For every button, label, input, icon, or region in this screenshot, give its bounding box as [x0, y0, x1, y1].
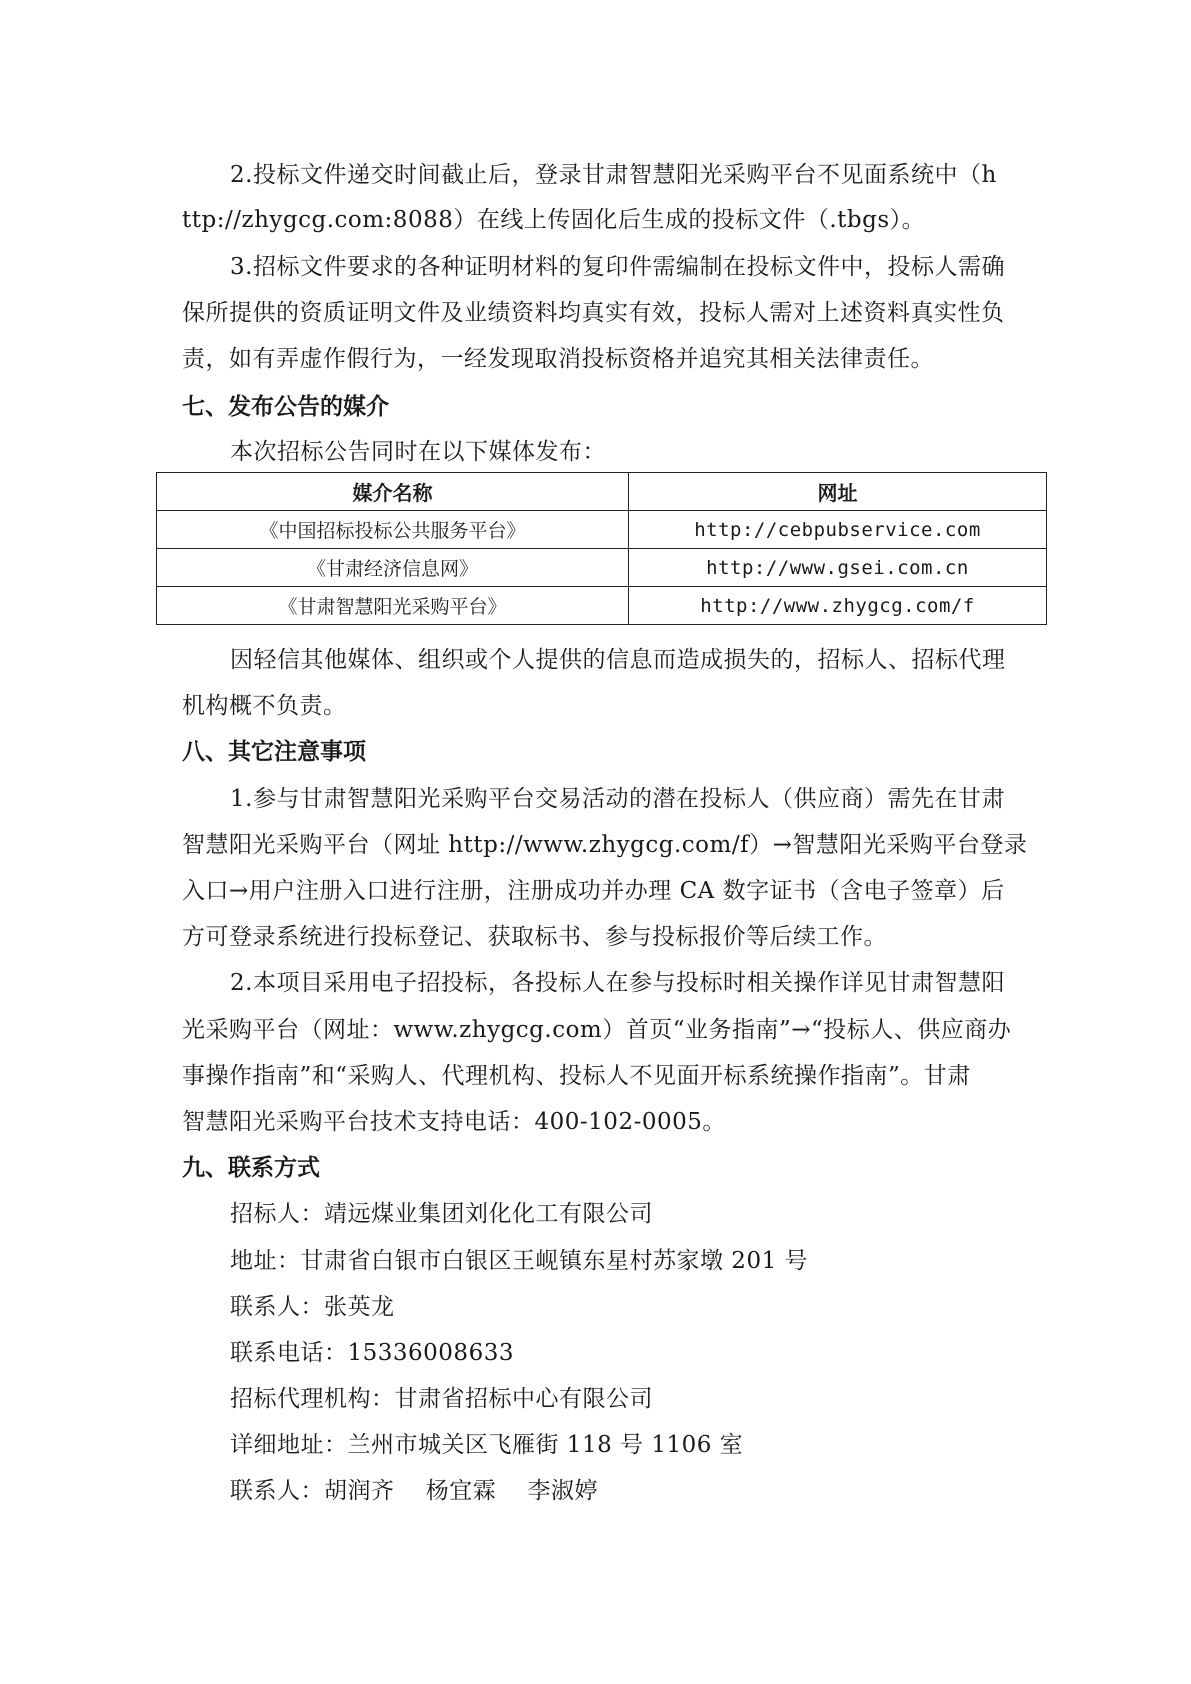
- column-header: 媒介名称: [157, 473, 629, 511]
- paragraph-line: 方可登录系统进行投标登记、获取标书、参与投标报价等后续工作。: [182, 924, 887, 950]
- table-row: [157, 549, 1047, 587]
- media-url-cell: http://www.zhygcg.com/f: [629, 587, 1047, 625]
- paragraph-line: ttp://zhygcg.com:8088）在线上传固化后生成的投标文件（.tbgs）。: [182, 207, 926, 233]
- paragraph-line: 智慧阳光采购平台技术支持电话：400-102-0005。: [182, 1109, 726, 1135]
- paragraph-line: 智慧阳光采购平台（网址 http://www.zhygcg.com/f）→智慧阳光采购平台登录: [182, 832, 1028, 858]
- column-header: 网址: [629, 473, 1047, 511]
- media-table: [156, 472, 1047, 625]
- intro-text: 本次招标公告同时在以下媒体发布：: [230, 439, 606, 465]
- contact-agency-address: 详细地址：兰州市城关区飞雁街 118 号 1106 室: [230, 1432, 744, 1458]
- contact-tenderer: 招标人：靖远煤业集团刘化化工有限公司: [230, 1201, 653, 1227]
- paragraph-line: 机构概不负责。: [182, 693, 347, 719]
- media-url-cell: http://www.gsei.com.cn: [629, 549, 1047, 587]
- paragraph-line: 责，如有弄虚作假行为，一经发现取消投标资格并追究其相关法律责任。: [182, 346, 934, 372]
- paragraph-line: 光采购平台（网址：www.zhygcg.com）首页“业务指南”→“投标人、供应商办: [182, 1017, 1012, 1043]
- contact-agency: 招标代理机构：甘肃省招标中心有限公司: [230, 1386, 653, 1412]
- section-heading: 八、其它注意事项: [182, 739, 366, 765]
- paragraph-line: 3.招标文件要求的各种证明材料的复印件需编制在投标文件中，投标人需确: [230, 254, 1005, 280]
- table-row: [157, 511, 1047, 549]
- paragraph-line: 2.本项目采用电子招投标，各投标人在参与投标时相关操作详见甘肃智慧阳: [230, 970, 1005, 996]
- contact-address: 地址：甘肃省白银市白银区王岘镇东星村苏家墩 201 号: [230, 1248, 809, 1274]
- media-name-cell: 《中国招标投标公共服务平台》: [157, 511, 629, 549]
- table-header-row: [157, 473, 1047, 511]
- paragraph-line: 因轻信其他媒体、组织或个人提供的信息而造成损失的，招标人、招标代理: [230, 647, 1006, 673]
- table-row: [157, 587, 1047, 625]
- paragraph-line: 2.投标文件递交时间截止后，登录甘肃智慧阳光采购平台不见面系统中（h: [230, 162, 997, 188]
- contact-agency-persons: 联系人：胡润齐 杨宜霖 李淑婷: [230, 1478, 598, 1504]
- section-heading: 九、联系方式: [182, 1155, 320, 1181]
- media-url-cell: http://cebpubservice.com: [629, 511, 1047, 549]
- paragraph-line: 入口→用户注册入口进行注册，注册成功并办理 CA 数字证书（含电子签章）后: [182, 878, 1005, 904]
- media-name-cell: 《甘肃智慧阳光采购平台》: [157, 587, 629, 625]
- paragraph-line: 保所提供的资质证明文件及业绩资料均真实有效，投标人需对上述资料真实性负: [182, 300, 1005, 326]
- contact-person: 联系人：张英龙: [230, 1294, 395, 1320]
- section-heading: 七、发布公告的媒介: [182, 394, 389, 420]
- paragraph-line: 1.参与甘肃智慧阳光采购平台交易活动的潜在投标人（供应商）需先在甘肃: [230, 786, 1005, 812]
- contact-phone: 联系电话：15336008633: [230, 1340, 514, 1366]
- paragraph-line: 事操作指南”和“采购人、代理机构、投标人不见面开标系统操作指南”。甘肃: [182, 1063, 971, 1089]
- media-name-cell: 《甘肃经济信息网》: [157, 549, 629, 587]
